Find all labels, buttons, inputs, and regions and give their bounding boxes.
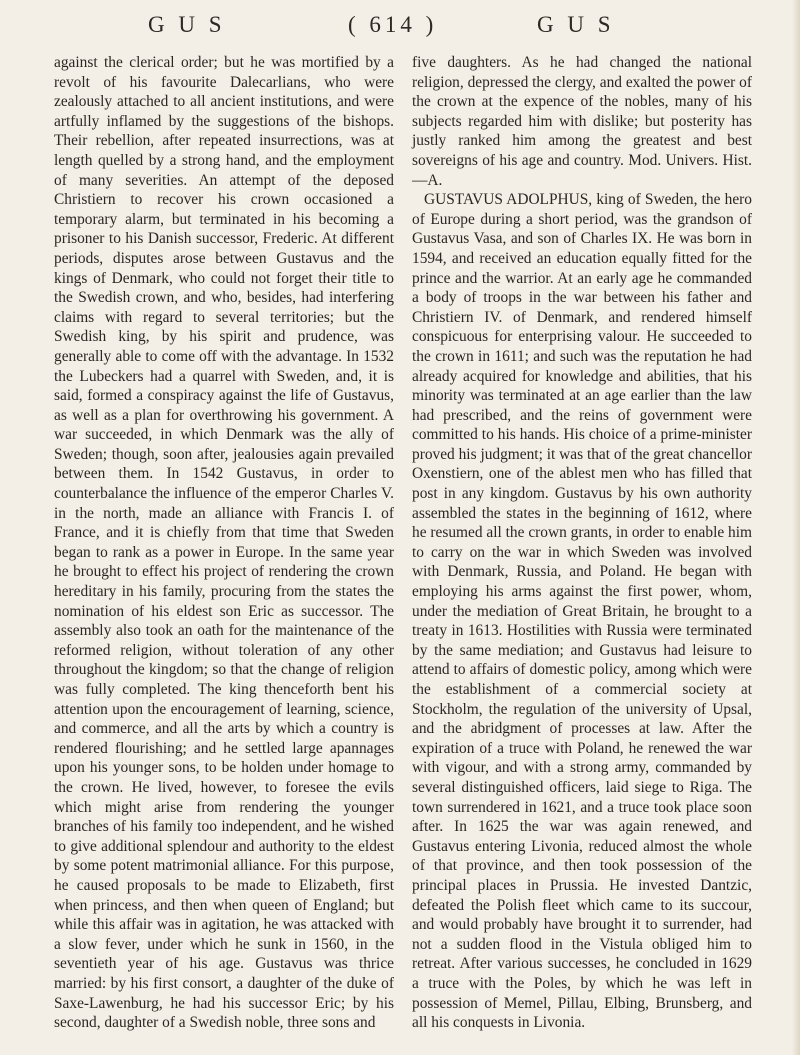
running-header	[0, 6, 800, 46]
right-column	[412, 53, 752, 1033]
header-left: G U S	[148, 12, 226, 37]
header-right: G U S	[537, 12, 615, 37]
paragraph-gustavus-vasa-continued: against the clerical order; but he was mortified by a revolt of his favourite Dalecarlians, who were zealously attached to all ancient institutions, and were artfully inflamed by the suggestions of the bishops. Their rebellion, after repeated insurrections, was at length quelled by a strong hand, and the employment of many severities. An attempt of the deposed Christiern to recover his crown occasioned a temporary alarm, but terminated in his becoming a prisoner to his Danish successor, Frederic. At different periods, disputes arose between Gustavus and the kings of Denmark, who could not forget their title to the Swedish crown, and who, besides, had interfering claims with regard to several territories; but the Swedish king, by his spirit and prudence, was generally able to come off with the advantage. In 1532 the Lubeckers had a quarrel with Sweden, and, it is said, formed a conspiracy against the life of Gustavus, as well as a plan for overthrowing his government. A war succeeded, in which Denmark was the ally of Sweden; though, soon after, jealousies again prevailed between them. In 1542 Gustavus, in order to counterbalance the influence of the emperor Charles V. in the north, made an alliance with Francis I. of France, and it is chiefly from that time that Sweden began to rank as a power in Europe. In the same year he brought to effect his project of rendering the crown hereditary in his family, procuring from the states the nomination of his eldest son Eric as successor. The assembly also took an oath for the maintenance of the reformed religion, without toleration of any other throughout the kingdom; so that the change of religion was fully completed. The king thenceforth bent his attention upon the encouragement of learning, science, and commerce, and all the arts by which a country is rendered flourishing; and he settled large apannages upon his younger sons, to be holden under homage to the crown. He lived, however, to foresee the evils which might arise from rendering the younger branches of his family too independent, and he wished to give additional splendour and authority to the eldest by some potent matrimonial alliance. For this purpose, he caused proposals to be made to Elizabeth, first when princess, and then when queen of England; but while this affair was in agitation, he was attacked with a slow fever, under which he sunk in 1560, in the seventieth year of his age. Gustavus was thrice married: by his first consort, a daughter of the duke of Saxe-Lawenburg, he had his successor Eric; by his second, daughter of a Swedish noble, three sons and	[54, 54, 394, 1032]
paragraph-gustavus-vasa-end: five daughters. As he had changed the national religion, depressed the clergy, and exalted the power of the crown at the expence of the nobles, many of his subjects regarded him with dislike; but posterity has justly ranked him among the greatest and best sovereigns of his age and country. Mod. Univers. Hist.—A.	[412, 54, 752, 189]
page-edge-shadow	[792, 0, 800, 1055]
page-number: ( 614 )	[348, 12, 438, 37]
paragraph-gustavus-adolphus: GUSTAVUS ADOLPHUS, king of Sweden, the hero of Europe during a short period, was the grandson of Gustavus Vasa, and son of Charles IX. He was born in 1594, and received an education equally fitted for the prince and the warrior. At an early age he commanded a body of troops in the war between his father and Christiern IV. of Denmark, and rendered himself conspicuous for enterprising valour. He succeeded to the crown in 1611; and such was the reputation he had already acquired for knowledge and abilities, that his minority was terminated at an age earlier than the law had prescribed, and the reins of government were committed to his hands. His choice of a prime-minister proved his judgment; it was that of the great chancellor Oxenstiern, one of the ablest men who has filled that post in any kingdom. Gustavus by his own authority assembled the states in the beginning of 1612, where he resumed all the crown grants, in order to enable him to carry on the war in which Sweden was involved with Denmark, Russia, and Poland. He began with employing his arms against the first power, whom, under the mediation of Great Britain, he brought to a treaty in 1613. Hostilities with Russia were terminated by the same mediation; and Gustavus had leisure to attend to affairs of domestic policy, among which were the establishment of a commercial society at Stockholm, the regulation of the university of Upsal, and the abridgment of processes at law. After the expiration of a truce with Poland, he renewed the war with vigour, and with a strong army, commanded by several distinguished officers, laid siege to Riga. The town surrendered in 1621, and a truce took place soon after. In 1625 the war was again renewed, and Gustavus entering Livonia, reduced almost the whole of that province, and then took possession of the principal places in Prussia. He invested Dantzic, defeated the Polish fleet which came to its succour, and would probably have brought it to surrender, had not a sudden flood in the Vistula obliged him to retreat. After various successes, he concluded in 1629 a truce with the Poles, by which he was left in possession of Memel, Pillau, Elbing, Brunsberg, and all his conquests in Livonia.	[412, 191, 752, 1032]
left-column	[54, 53, 394, 1033]
